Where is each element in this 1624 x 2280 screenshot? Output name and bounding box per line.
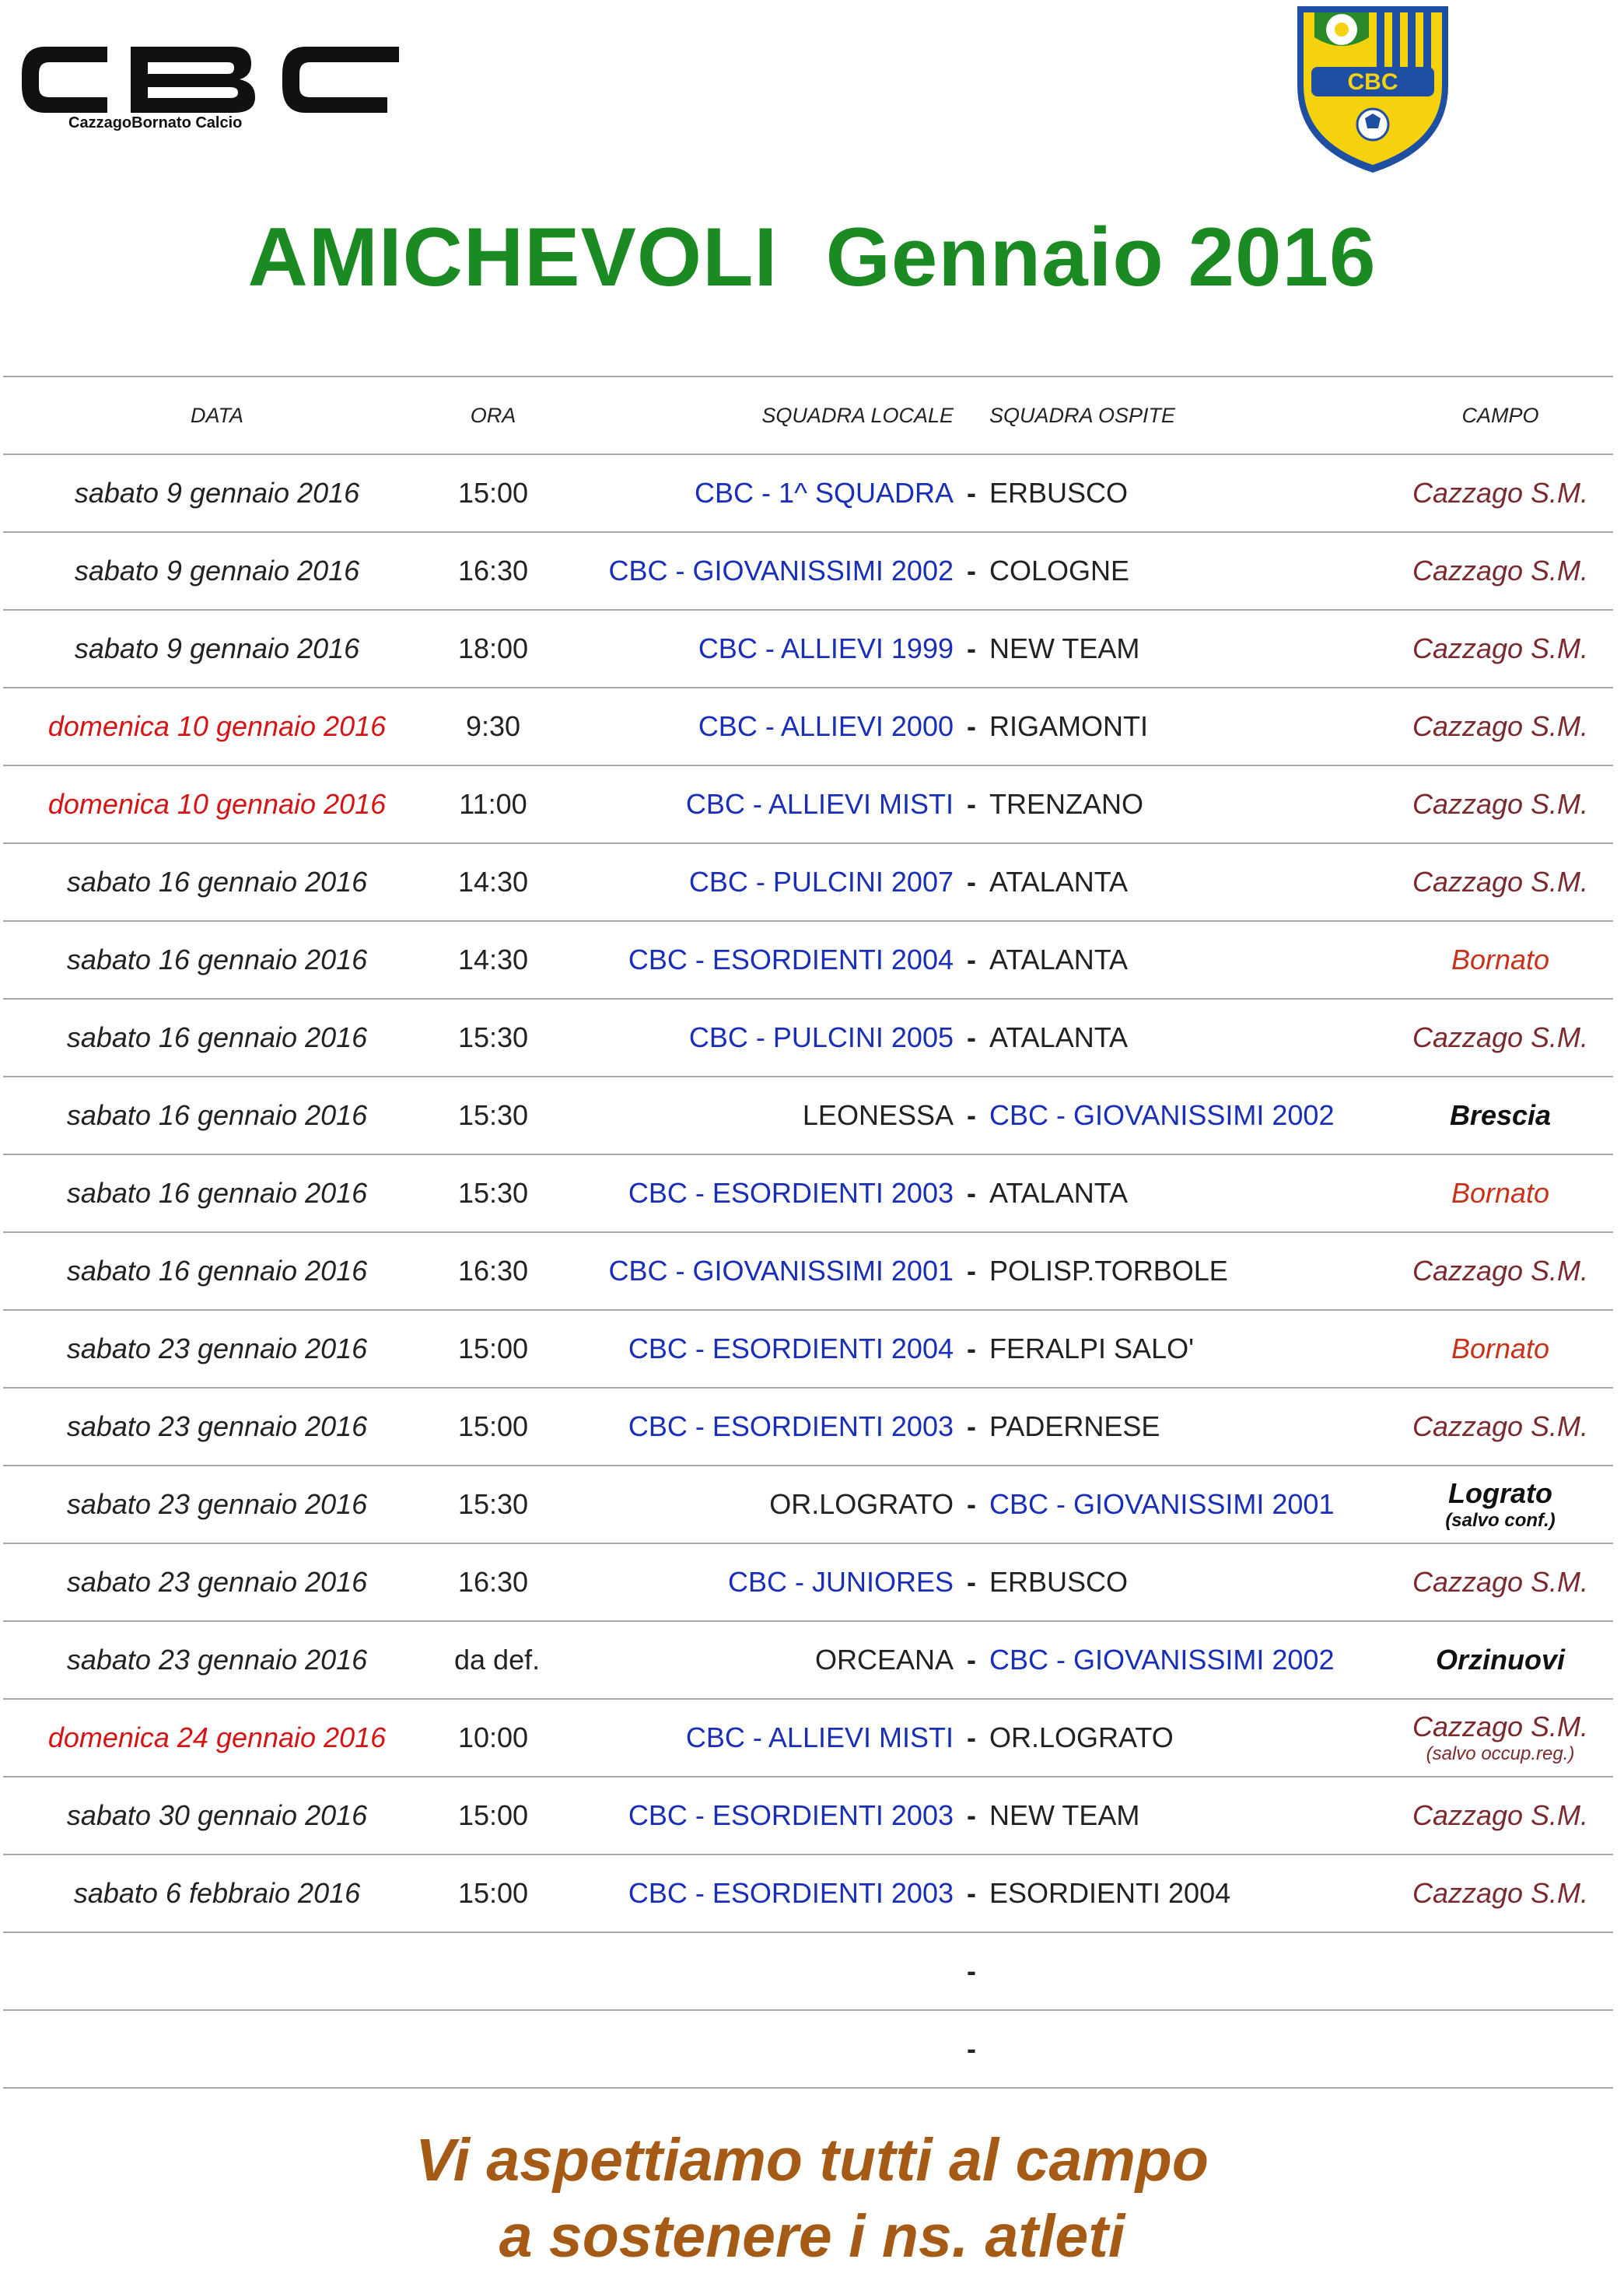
- home-team: CBC - ESORDIENTI 2004: [628, 1333, 954, 1364]
- match-field: Bornato: [1451, 1333, 1550, 1364]
- match-time: 15:30: [457, 1021, 529, 1053]
- table-row: [3, 611, 1613, 688]
- logo-subtitle: CazzagoBornato Calcio: [68, 114, 243, 131]
- match-time: 16:30: [457, 555, 529, 587]
- match-separator: -: [967, 477, 976, 509]
- match-time: 16:30: [457, 1255, 529, 1287]
- match-field: Bornato: [1451, 944, 1550, 975]
- home-team: CBC - ALLIEVI 1999: [698, 632, 954, 664]
- match-field: [1388, 2011, 1613, 2087]
- match-field-name: Lograto: [1448, 1477, 1552, 1509]
- match-field-name: Cazzago S.M.: [1412, 1711, 1589, 1742]
- match-date: domenica 10 gennaio 2016: [47, 710, 387, 742]
- home-team: CBC - PULCINI 2005: [688, 1021, 954, 1053]
- home-team: CBC - ESORDIENTI 2003: [628, 1877, 954, 1909]
- match-field: [1388, 1700, 1613, 1776]
- match-separator: -: [967, 555, 976, 587]
- away-team: FERALPI SALO': [989, 1333, 1194, 1364]
- col-locale-header: SQUADRA LOCALE: [761, 404, 954, 427]
- match-field: Cazzago S.M.: [1412, 632, 1589, 664]
- match-separator: -: [967, 710, 976, 742]
- away-team: RIGAMONTI: [989, 710, 1148, 742]
- home-team: CBC - ALLIEVI 2000: [698, 710, 954, 742]
- match-date: domenica 10 gennaio 2016: [47, 788, 387, 820]
- table-row: [3, 1933, 1613, 2011]
- match-separator: -: [967, 1177, 976, 1209]
- match-date: sabato 30 gennaio 2016: [66, 1799, 368, 1831]
- match-date: sabato 16 gennaio 2016: [66, 1099, 368, 1131]
- match-time: 15:00: [457, 477, 529, 509]
- match-time: 15:30: [457, 1099, 529, 1131]
- match-time: 10:00: [457, 1721, 529, 1753]
- match-date: sabato 23 gennaio 2016: [66, 1333, 368, 1364]
- match-date: sabato 23 gennaio 2016: [66, 1488, 368, 1520]
- footer-line-1: Vi aspettiamo tutti al campo: [415, 2127, 1209, 2194]
- table-row: [3, 1233, 1613, 1311]
- away-team: NEW TEAM: [989, 632, 1140, 664]
- home-team: CBC - ALLIEVI MISTI: [685, 788, 954, 820]
- home-team: CBC - ESORDIENTI 2003: [628, 1177, 954, 1209]
- match-date: [3, 2011, 431, 2087]
- match-time: 15:30: [457, 1488, 529, 1520]
- table-row: [3, 688, 1613, 766]
- match-field: Bornato: [1451, 1177, 1550, 1209]
- away-team: TRENZANO: [989, 788, 1143, 820]
- away-team: ATALANTA: [989, 866, 1129, 898]
- match-date: sabato 16 gennaio 2016: [66, 1021, 368, 1053]
- match-date: sabato 23 gennaio 2016: [66, 1566, 368, 1598]
- match-time: 15:30: [457, 1177, 529, 1209]
- page-title: AMICHEVOLI Gennaio 2016: [247, 210, 1377, 303]
- match-date: sabato 23 gennaio 2016: [66, 1644, 368, 1676]
- home-team: [493, 1933, 954, 2009]
- match-separator: -: [967, 1644, 976, 1676]
- away-team: ERBUSCO: [989, 1566, 1129, 1598]
- home-team: CBC - 1^ SQUADRA: [695, 477, 954, 509]
- match-date: sabato 9 gennaio 2016: [74, 477, 360, 509]
- home-team: CBC - GIOVANISSIMI 2002: [608, 555, 954, 587]
- away-team: ESORDIENTI 2004: [989, 1877, 1231, 1909]
- table-header: [3, 376, 1613, 455]
- match-date: sabato 16 gennaio 2016: [66, 944, 368, 975]
- home-team: CBC - ESORDIENTI 2003: [628, 1799, 954, 1831]
- away-team: PADERNESE: [989, 1410, 1160, 1442]
- table-row: [3, 1155, 1613, 1233]
- match-time: 16:30: [457, 1566, 529, 1598]
- match-date: sabato 23 gennaio 2016: [66, 1410, 368, 1442]
- match-field: Orzinuovi: [1435, 1644, 1565, 1676]
- home-team: CBC - GIOVANISSIMI 2001: [608, 1255, 954, 1287]
- away-team: CBC - GIOVANISSIMI 2002: [989, 1644, 1335, 1676]
- home-team: CBC - ESORDIENTI 2003: [628, 1410, 954, 1442]
- away-team: NEW TEAM: [989, 1799, 1140, 1831]
- table-row: [3, 922, 1613, 1000]
- match-separator: -: [967, 1021, 976, 1053]
- match-field: [1388, 1933, 1613, 2009]
- table-row: [3, 1855, 1613, 1933]
- table-row: [3, 1389, 1613, 1466]
- table-row: [3, 1466, 1613, 1544]
- match-separator: -: [967, 944, 976, 975]
- home-team: CBC - ESORDIENTI 2004: [628, 944, 954, 975]
- match-separator: -: [967, 788, 976, 820]
- match-field: Cazzago S.M.: [1412, 1255, 1589, 1287]
- away-team: [989, 1933, 1425, 2009]
- match-field: Cazzago S.M.: [1412, 1410, 1589, 1442]
- match-field: Cazzago S.M.: [1412, 866, 1589, 898]
- match-field: Cazzago S.M.: [1412, 477, 1589, 509]
- match-time: 9:30: [465, 710, 521, 742]
- away-team: CBC - GIOVANISSIMI 2002: [989, 1099, 1335, 1131]
- away-team: POLISP.TORBOLE: [989, 1255, 1228, 1287]
- match-field: Cazzago S.M.: [1412, 1566, 1589, 1598]
- match-field: Cazzago S.M.: [1412, 710, 1589, 742]
- table-row: [3, 1311, 1613, 1389]
- match-separator: -: [967, 1099, 976, 1131]
- match-date: sabato 16 gennaio 2016: [66, 1255, 368, 1287]
- table-row: [3, 455, 1613, 533]
- table-row: [3, 1700, 1613, 1777]
- match-separator: -: [967, 1721, 976, 1753]
- cbc-logo: [14, 31, 403, 132]
- match-time: 15:00: [457, 1410, 529, 1442]
- match-time: da def.: [454, 1644, 541, 1676]
- home-team: OR.LOGRATO: [769, 1488, 954, 1520]
- footer-line-2: a sostenere i ns. atleti: [499, 2203, 1125, 2270]
- match-separator: -: [967, 1255, 976, 1287]
- away-team: ATALANTA: [989, 944, 1129, 975]
- match-date: sabato 9 gennaio 2016: [74, 555, 360, 587]
- match-time: 18:00: [457, 632, 529, 664]
- match-separator: -: [967, 1410, 976, 1442]
- match-separator: -: [967, 2033, 976, 2065]
- col-campo-header: CAMPO: [1461, 404, 1539, 427]
- home-team: CBC - ALLIEVI MISTI: [685, 1721, 954, 1753]
- matches-table: [3, 376, 1613, 2089]
- col-data-header: DATA: [190, 404, 243, 427]
- match-date: domenica 24 gennaio 2016: [47, 1721, 387, 1753]
- table-row: [3, 766, 1613, 844]
- match-field-note: (salvo conf.): [1445, 1510, 1556, 1531]
- match-field-note: (salvo occup.reg.): [1426, 1743, 1575, 1764]
- table-row: [3, 533, 1613, 611]
- match-separator: -: [967, 1955, 976, 1987]
- match-separator: -: [967, 1799, 976, 1831]
- table-row: [3, 1544, 1613, 1622]
- away-team: CBC - GIOVANISSIMI 2001: [989, 1488, 1335, 1520]
- match-field: Cazzago S.M.: [1412, 1799, 1589, 1831]
- match-field: Cazzago S.M.: [1412, 1021, 1589, 1053]
- table-row: [3, 1077, 1613, 1155]
- away-team: COLOGNE: [989, 555, 1130, 587]
- match-separator: -: [967, 1333, 976, 1364]
- match-separator: -: [967, 1877, 976, 1909]
- table-row: [3, 844, 1613, 922]
- match-separator: -: [967, 1566, 976, 1598]
- away-team: ATALANTA: [989, 1177, 1129, 1209]
- match-separator: -: [967, 632, 976, 664]
- crest-text: CBC: [1347, 69, 1398, 95]
- match-separator: -: [967, 866, 976, 898]
- match-date: sabato 9 gennaio 2016: [74, 632, 360, 664]
- match-separator: -: [967, 1488, 976, 1520]
- table-row: [3, 1622, 1613, 1700]
- match-field: Cazzago S.M.: [1412, 1877, 1589, 1909]
- table-row: [3, 2011, 1613, 2089]
- match-time: 14:30: [457, 944, 529, 975]
- col-ospite-header: SQUADRA OSPITE: [989, 404, 1176, 427]
- col-ora-header: ORA: [470, 404, 516, 427]
- match-date: [3, 1933, 431, 2009]
- match-time: 15:00: [457, 1799, 529, 1831]
- club-crest: [1283, 0, 1462, 177]
- table-row: [3, 1000, 1613, 1077]
- home-team: CBC - PULCINI 2007: [688, 866, 954, 898]
- match-field: Cazzago S.M.: [1412, 788, 1589, 820]
- table-row: [3, 1777, 1613, 1855]
- match-time: 14:30: [457, 866, 529, 898]
- home-team: LEONESSA: [802, 1099, 954, 1131]
- away-team: [989, 2011, 1425, 2087]
- match-time: 11:00: [459, 788, 527, 820]
- match-time: 15:00: [457, 1333, 529, 1364]
- home-team: CBC - JUNIORES: [727, 1566, 954, 1598]
- match-field: [1388, 1466, 1613, 1543]
- away-team: ATALANTA: [989, 1021, 1129, 1053]
- home-team: [493, 2011, 954, 2087]
- away-team: ERBUSCO: [989, 477, 1129, 509]
- away-team: OR.LOGRATO: [989, 1721, 1174, 1753]
- match-date: sabato 16 gennaio 2016: [66, 866, 368, 898]
- match-field: Brescia: [1449, 1099, 1552, 1131]
- match-date: sabato 16 gennaio 2016: [66, 1177, 368, 1209]
- match-field: Cazzago S.M.: [1412, 555, 1589, 587]
- match-date: sabato 6 febbraio 2016: [73, 1877, 361, 1909]
- home-team: ORCEANA: [814, 1644, 954, 1676]
- match-time: 15:00: [457, 1877, 529, 1909]
